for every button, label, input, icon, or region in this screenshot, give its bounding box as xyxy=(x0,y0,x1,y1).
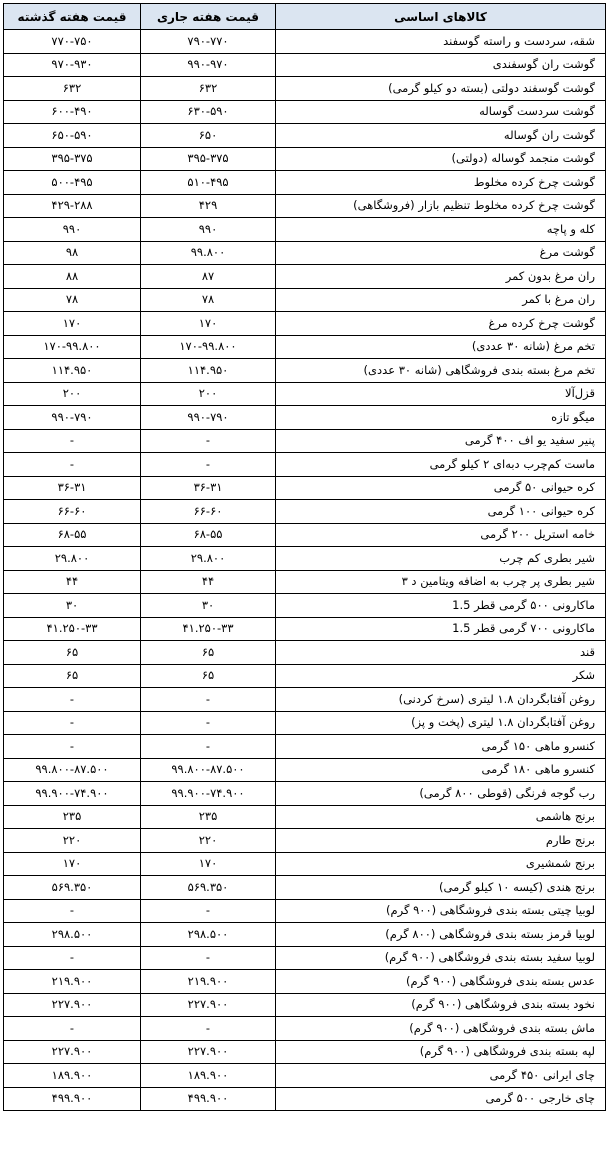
table-row xyxy=(4,664,606,688)
item-name-cell: ماکارونی ۵۰۰ گرمی قطر 1.5 xyxy=(276,594,606,618)
previous-price-cell: ۶۰۰-۴۹۰ xyxy=(4,100,141,124)
previous-price-cell: ۱۷۰ xyxy=(4,312,141,336)
current-price-cell: ۶۵ xyxy=(141,664,276,688)
item-name-cell: برنج هندی (کیسه ۱۰ کیلو گرمی) xyxy=(276,876,606,900)
item-name-cell: لوبیا قرمز بسته بندی فروشگاهی (۸۰۰ گرم) xyxy=(276,923,606,947)
table-row xyxy=(4,852,606,876)
current-price-cell: ۲۹۸.۵۰۰ xyxy=(141,923,276,947)
current-price-cell: ۲۱۹.۹۰۰ xyxy=(141,970,276,994)
previous-price-cell: - xyxy=(4,688,141,712)
previous-price-cell: ۷۸ xyxy=(4,288,141,312)
current-price-cell: ۲۳۵ xyxy=(141,805,276,829)
table-row xyxy=(4,1064,606,1088)
previous-price-cell: - xyxy=(4,946,141,970)
item-name-cell: روغن آفتابگردان ۱.۸ لیتری (سرخ کردنی) xyxy=(276,688,606,712)
header-item: کالاهای اساسی xyxy=(276,4,606,30)
item-name-cell: میگو تازه xyxy=(276,406,606,430)
previous-price-cell: ۱۷۰ xyxy=(4,852,141,876)
current-price-cell: - xyxy=(141,688,276,712)
item-name-cell: کره حیوانی ۱۰۰ گرمی xyxy=(276,500,606,524)
current-price-cell: ۲۹.۸۰۰ xyxy=(141,547,276,571)
table-row xyxy=(4,523,606,547)
table-row xyxy=(4,288,606,312)
previous-price-cell: ۶۳۲ xyxy=(4,77,141,101)
item-name-cell: برنج طارم xyxy=(276,829,606,853)
previous-price-cell: - xyxy=(4,453,141,477)
previous-price-cell: ۴۴ xyxy=(4,570,141,594)
item-name-cell: شقه، سردست و راسته گوسفند xyxy=(276,30,606,54)
previous-price-cell: ۹۹.۸۰۰-۸۷.۵۰۰ xyxy=(4,758,141,782)
current-price-cell: ۹۹.۹۰۰-۷۴.۹۰۰ xyxy=(141,782,276,806)
table-row xyxy=(4,53,606,77)
current-price-cell: - xyxy=(141,429,276,453)
previous-price-cell: - xyxy=(4,711,141,735)
previous-price-cell: ۵۶۹.۳۵۰ xyxy=(4,876,141,900)
table-row xyxy=(4,735,606,759)
previous-price-cell: ۹۹.۹۰۰-۷۴.۹۰۰ xyxy=(4,782,141,806)
table-row xyxy=(4,265,606,289)
table-row xyxy=(4,899,606,923)
current-price-cell: ۲۲۷.۹۰۰ xyxy=(141,993,276,1017)
item-name-cell: شیر بطری پر چرب به اضافه ویتامین د ۳ xyxy=(276,570,606,594)
table-row xyxy=(4,970,606,994)
table-row xyxy=(4,382,606,406)
table-row xyxy=(4,124,606,148)
item-name-cell: تخم مرغ بسته بندی فروشگاهی (شانه ۳۰ عددی) xyxy=(276,359,606,383)
current-price-cell: - xyxy=(141,735,276,759)
item-name-cell: کنسرو ماهی ۱۸۰ گرمی xyxy=(276,758,606,782)
previous-price-cell: ۴۲۹-۲۸۸ xyxy=(4,194,141,218)
current-price-cell: - xyxy=(141,453,276,477)
table-row xyxy=(4,171,606,195)
item-name-cell: خامه استریل ۲۰۰ گرمی xyxy=(276,523,606,547)
item-name-cell: پنیر سفید یو اف ۴۰۰ گرمی xyxy=(276,429,606,453)
current-price-cell: ۶۶-۶۰ xyxy=(141,500,276,524)
previous-price-cell: ۴۱.۲۵۰-۳۳ xyxy=(4,617,141,641)
previous-price-cell: ۷۷۰-۷۵۰ xyxy=(4,30,141,54)
current-price-cell: - xyxy=(141,946,276,970)
table-row xyxy=(4,876,606,900)
previous-price-cell: ۱۱۴.۹۵۰ xyxy=(4,359,141,383)
item-name-cell: گوشت ران گوساله xyxy=(276,124,606,148)
current-price-cell: ۴۹۹.۹۰۰ xyxy=(141,1087,276,1111)
previous-price-cell: ۶۵ xyxy=(4,664,141,688)
item-name-cell: ماکارونی ۷۰۰ گرمی قطر 1.5 xyxy=(276,617,606,641)
previous-price-cell: - xyxy=(4,429,141,453)
current-price-cell: ۷۸ xyxy=(141,288,276,312)
item-name-cell: تخم مرغ (شانه ۳۰ عددی) xyxy=(276,335,606,359)
item-name-cell: قزل‌آلا xyxy=(276,382,606,406)
previous-price-cell: ۱۷۰-۹۹.۸۰۰ xyxy=(4,335,141,359)
current-price-cell: - xyxy=(141,711,276,735)
table-row xyxy=(4,993,606,1017)
previous-price-cell: ۹۹۰-۷۹۰ xyxy=(4,406,141,430)
item-name-cell: گوشت چرخ کرده مخلوط تنظیم بازار (فروشگاهی) xyxy=(276,194,606,218)
item-name-cell: شکر xyxy=(276,664,606,688)
previous-price-cell: ۲۰۰ xyxy=(4,382,141,406)
current-price-cell: ۲۲۷.۹۰۰ xyxy=(141,1040,276,1064)
table-row xyxy=(4,1017,606,1041)
item-name-cell: چای ایرانی ۴۵۰ گرمی xyxy=(276,1064,606,1088)
item-name-cell: کنسرو ماهی ۱۵۰ گرمی xyxy=(276,735,606,759)
item-name-cell: برنج شمشیری xyxy=(276,852,606,876)
item-name-cell: ران مرغ بدون کمر xyxy=(276,265,606,289)
table-row xyxy=(4,312,606,336)
table-row xyxy=(4,782,606,806)
current-price-cell: ۶۵ xyxy=(141,641,276,665)
table-row xyxy=(4,218,606,242)
item-name-cell: گوشت چرخ کرده مخلوط xyxy=(276,171,606,195)
header-current-week: قیمت هفته جاری xyxy=(141,4,276,30)
current-price-cell: ۱۷۰ xyxy=(141,852,276,876)
current-price-cell: ۹۹.۸۰۰-۸۷.۵۰۰ xyxy=(141,758,276,782)
current-price-cell: ۶۳۲ xyxy=(141,77,276,101)
table-row xyxy=(4,241,606,265)
current-price-cell: - xyxy=(141,899,276,923)
table-row xyxy=(4,1040,606,1064)
table-row xyxy=(4,711,606,735)
item-name-cell: گوشت ران گوسفندی xyxy=(276,53,606,77)
item-name-cell: ماش بسته بندی فروشگاهی (۹۰۰ گرم) xyxy=(276,1017,606,1041)
current-price-cell: ۱۷۰ xyxy=(141,312,276,336)
previous-price-cell: ۶۵۰-۵۹۰ xyxy=(4,124,141,148)
table-header-row xyxy=(4,4,606,30)
item-name-cell: نخود بسته بندی فروشگاهی (۹۰۰ گرم) xyxy=(276,993,606,1017)
table-row xyxy=(4,77,606,101)
item-name-cell: قند xyxy=(276,641,606,665)
item-name-cell: گوشت مرغ xyxy=(276,241,606,265)
item-name-cell: کله و پاچه xyxy=(276,218,606,242)
item-name-cell: رب گوجه فرنگی (قوطی ۸۰۰ گرمی) xyxy=(276,782,606,806)
current-price-cell: ۶۸-۵۵ xyxy=(141,523,276,547)
current-price-cell: - xyxy=(141,1017,276,1041)
previous-price-cell: ۵۰۰-۴۹۵ xyxy=(4,171,141,195)
current-price-cell: ۷۹۰-۷۷۰ xyxy=(141,30,276,54)
table-row xyxy=(4,641,606,665)
table-row xyxy=(4,688,606,712)
current-price-cell: ۸۷ xyxy=(141,265,276,289)
table-row xyxy=(4,429,606,453)
current-price-cell: ۵۱۰-۴۹۵ xyxy=(141,171,276,195)
previous-price-cell: ۳۶-۳۱ xyxy=(4,476,141,500)
previous-price-cell: ۶۸-۵۵ xyxy=(4,523,141,547)
table-row xyxy=(4,1087,606,1111)
previous-price-cell: ۶۶-۶۰ xyxy=(4,500,141,524)
previous-price-cell: ۲۹.۸۰۰ xyxy=(4,547,141,571)
table-row xyxy=(4,194,606,218)
price-table xyxy=(3,3,606,1111)
previous-price-cell: ۳۹۵-۳۷۵ xyxy=(4,147,141,171)
item-name-cell: ماست کم‌چرب دبه‌ای ۲ کیلو گرمی xyxy=(276,453,606,477)
table-row xyxy=(4,829,606,853)
previous-price-cell: - xyxy=(4,899,141,923)
current-price-cell: ۱۱۴.۹۵۰ xyxy=(141,359,276,383)
table-row xyxy=(4,617,606,641)
item-name-cell: لوبیا چیتی بسته بندی فروشگاهی (۹۰۰ گرم) xyxy=(276,899,606,923)
table-row xyxy=(4,476,606,500)
item-name-cell: شیر بطری کم چرب xyxy=(276,547,606,571)
previous-price-cell: - xyxy=(4,1017,141,1041)
current-price-cell: ۳۶-۳۱ xyxy=(141,476,276,500)
previous-price-cell: ۲۲۰ xyxy=(4,829,141,853)
item-name-cell: کره حیوانی ۵۰ گرمی xyxy=(276,476,606,500)
current-price-cell: ۴۱.۲۵۰-۳۳ xyxy=(141,617,276,641)
item-name-cell: گوشت سردست گوساله xyxy=(276,100,606,124)
table-row xyxy=(4,453,606,477)
previous-price-cell: ۲۹۸.۵۰۰ xyxy=(4,923,141,947)
item-name-cell: لوبیا سفید بسته بندی فروشگاهی (۹۰۰ گرم) xyxy=(276,946,606,970)
item-name-cell: روغن آفتابگردان ۱.۸ لیتری (پخت و پز) xyxy=(276,711,606,735)
table-row xyxy=(4,500,606,524)
previous-price-cell: ۲۲۷.۹۰۰ xyxy=(4,1040,141,1064)
table-row xyxy=(4,335,606,359)
table-row xyxy=(4,570,606,594)
current-price-cell: ۳۹۵-۳۷۵ xyxy=(141,147,276,171)
table-row xyxy=(4,805,606,829)
current-price-cell: ۹۹۰-۹۷۰ xyxy=(141,53,276,77)
previous-price-cell: ۱۸۹.۹۰۰ xyxy=(4,1064,141,1088)
item-name-cell: ران مرغ با کمر xyxy=(276,288,606,312)
current-price-cell: ۶۵۰ xyxy=(141,124,276,148)
current-price-cell: ۴۴ xyxy=(141,570,276,594)
current-price-cell: ۶۳۰-۵۹۰ xyxy=(141,100,276,124)
previous-price-cell: - xyxy=(4,735,141,759)
current-price-cell: ۵۶۹.۳۵۰ xyxy=(141,876,276,900)
current-price-cell: ۲۲۰ xyxy=(141,829,276,853)
item-name-cell: گوشت گوسفند دولتی (بسته دو کیلو گرمی) xyxy=(276,77,606,101)
item-name-cell: چای خارجی ۵۰۰ گرمی xyxy=(276,1087,606,1111)
table-body xyxy=(4,30,606,1111)
previous-price-cell: ۸۸ xyxy=(4,265,141,289)
current-price-cell: ۹۹۰-۷۹۰ xyxy=(141,406,276,430)
previous-price-cell: ۳۰ xyxy=(4,594,141,618)
item-name-cell: برنج هاشمی xyxy=(276,805,606,829)
header-last-week: قیمت هفته گذشته xyxy=(4,4,141,30)
item-name-cell: عدس بسته بندی فروشگاهی (۹۰۰ گرم) xyxy=(276,970,606,994)
current-price-cell: ۳۰ xyxy=(141,594,276,618)
table-row xyxy=(4,406,606,430)
current-price-cell: ۱۸۹.۹۰۰ xyxy=(141,1064,276,1088)
table-row xyxy=(4,30,606,54)
current-price-cell: ۴۲۹ xyxy=(141,194,276,218)
item-name-cell: گوشت منجمد گوساله (دولتی) xyxy=(276,147,606,171)
table-row xyxy=(4,758,606,782)
current-price-cell: ۲۰۰ xyxy=(141,382,276,406)
previous-price-cell: ۴۹۹.۹۰۰ xyxy=(4,1087,141,1111)
table-row xyxy=(4,923,606,947)
table-row xyxy=(4,147,606,171)
item-name-cell: لپه بسته بندی فروشگاهی (۹۰۰ گرم) xyxy=(276,1040,606,1064)
previous-price-cell: ۲۲۷.۹۰۰ xyxy=(4,993,141,1017)
table-row xyxy=(4,946,606,970)
previous-price-cell: ۲۱۹.۹۰۰ xyxy=(4,970,141,994)
previous-price-cell: ۲۳۵ xyxy=(4,805,141,829)
previous-price-cell: ۹۷۰-۹۳۰ xyxy=(4,53,141,77)
current-price-cell: ۱۷۰-۹۹.۸۰۰ xyxy=(141,335,276,359)
table-row xyxy=(4,594,606,618)
current-price-cell: ۹۹۰ xyxy=(141,218,276,242)
table-row xyxy=(4,100,606,124)
previous-price-cell: ۶۵ xyxy=(4,641,141,665)
table-row xyxy=(4,359,606,383)
table-row xyxy=(4,547,606,571)
price-table-container xyxy=(3,3,605,1111)
previous-price-cell: ۹۹۰ xyxy=(4,218,141,242)
previous-price-cell: ۹۸ xyxy=(4,241,141,265)
current-price-cell: ۹۹.۸۰۰ xyxy=(141,241,276,265)
item-name-cell: گوشت چرخ کرده مرغ xyxy=(276,312,606,336)
